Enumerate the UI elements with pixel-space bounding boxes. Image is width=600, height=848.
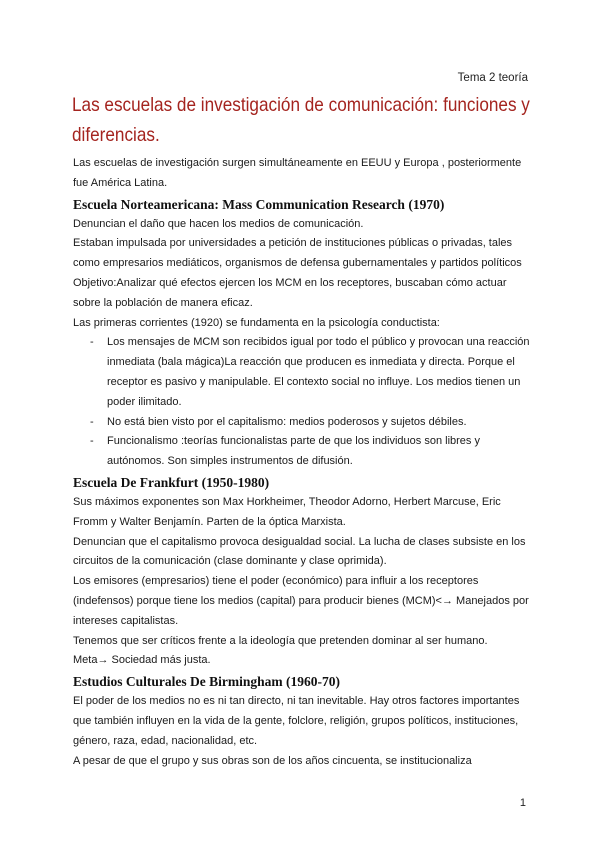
bullet-list xyxy=(73,333,533,472)
paragraph: Denuncian que el capitalismo provoca desigualdad social. La lucha de clases subsiste en los circuitos de la comunicación (clase dominante y clase oprimida). xyxy=(73,535,526,568)
intro-paragraph: Las escuelas de investigación surgen simultáneamente en EEUU y Europa , posteriormente fue América Latina. xyxy=(73,157,522,189)
list-item xyxy=(73,432,533,472)
list-item-text: Funcionalismo :teorías funcionalistas parte de que los individuos son libres y autónomos. Son simples instrumentos de difusión. xyxy=(107,435,480,468)
paragraph: Objetivo:Analizar qué efectos ejercen los MCM en los receptores, buscaban cómo actuar sobre la población de manera eficaz. xyxy=(73,276,507,309)
list-item xyxy=(73,333,533,412)
paragraph: Los emisores (empresarios) tiene el poder (económico) para influir a los receptores (indefensos) porque tiene los medios (capital) para producir bienes (MCM)<→ Manejados por intereses capitalistas. xyxy=(73,575,529,627)
paragraph: Denuncian el daño que hacen los medios de comunicación. xyxy=(73,217,364,230)
list-item-text: Los mensajes de MCM son recibidos igual por todo el público y provocan una reacción inmediata (bala mágica)La reacción que producen es inmediata y directa. Porque el receptor es pasivo y manipulable. El contexto social no influye. Los medios tienen un poder ilimitado. xyxy=(107,336,530,408)
page-number: 1 xyxy=(519,797,526,809)
dash-bullet: - xyxy=(90,435,94,448)
document-body xyxy=(73,154,533,771)
paragraph: Las primeras corrientes (1920) se fundamenta en la psicología conductista: xyxy=(73,316,440,329)
header-tag: Tema 2 teoría xyxy=(457,72,528,84)
paragraph: Tenemos que ser críticos frente a la ideología que pretenden dominar al ser humano. xyxy=(73,634,488,647)
paragraph: Sus máximos exponentes son Max Horkheimer, Theodor Adorno, Herbert Marcuse, Eric Fromm y Walter Benjamín. Parten de la óptica Marxista. xyxy=(73,495,501,528)
list-item-text: No está bien visto por el capitalismo: medios poderosos y sujetos débiles. xyxy=(107,415,467,428)
paragraph: A pesar de que el grupo y sus obras son de los años cincuenta, se institucionaliza xyxy=(73,754,472,767)
paragraph: Estaban impulsada por universidades a petición de instituciones públicas o privadas, tales como empresarios mediáticos, organismos de defensa gubernamentales y partidos políticos xyxy=(73,237,522,270)
document-title: Las escuelas de investigación de comunicación: funciones y diferencias. xyxy=(72,94,530,146)
section-heading-norteamericana: Escuela Norteamericana: Mass Communication Research (1970) xyxy=(73,196,445,212)
list-item xyxy=(73,413,533,433)
dash-bullet: - xyxy=(90,336,94,349)
dash-bullet: - xyxy=(90,415,94,428)
section-heading-frankfurt: Escuela De Frankfurt (1950-1980) xyxy=(73,474,270,490)
paragraph: Meta→ Sociedad más justa. xyxy=(73,654,211,667)
paragraph: El poder de los medios no es ni tan directo, ni tan inevitable. Hay otros factores importantes que también influyen en la vida de la gente, folclore, religión, grupos políticos, instituciones, género, raza, edad, nacionalidad, etc. xyxy=(73,695,520,747)
section-heading-birmingham: Estudios Culturales De Birmingham (1960-70) xyxy=(73,674,341,690)
